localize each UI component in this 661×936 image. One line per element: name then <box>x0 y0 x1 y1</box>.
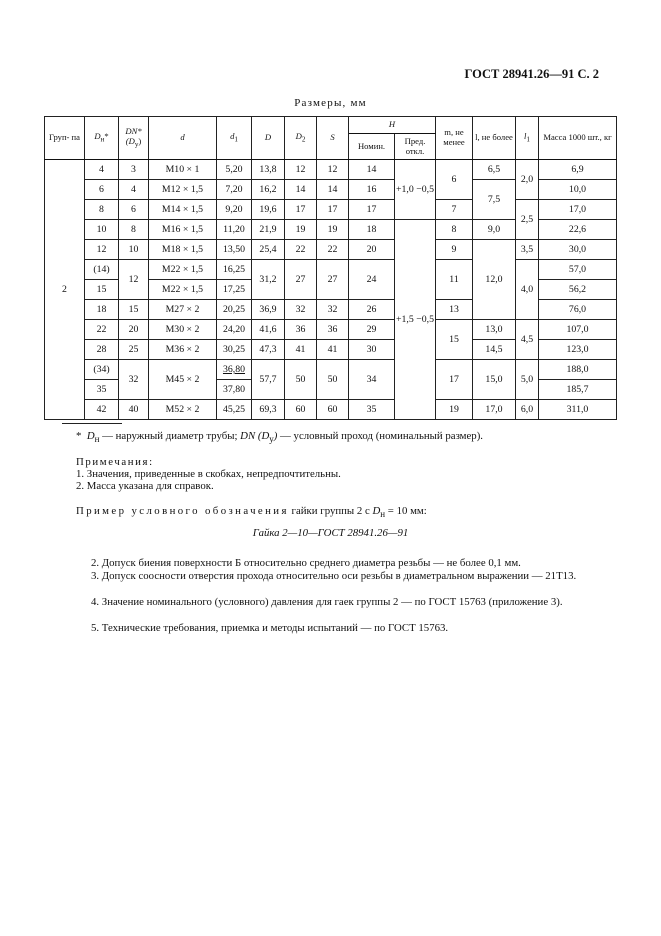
cell-D: 41,6 <box>252 320 285 340</box>
cell-D2: 32 <box>285 300 317 320</box>
cell-l1: 4,5 <box>516 320 539 360</box>
note-item: 1. Значения, приведенные в скобках, непредпочтительны. <box>76 468 341 480</box>
cell-mass: 123,0 <box>539 340 617 360</box>
cell-dn: (34) <box>85 360 119 380</box>
cell-dny: 40 <box>119 400 149 420</box>
cell-D2: 19 <box>285 220 317 240</box>
cell-D2: 60 <box>285 400 317 420</box>
cell-d1: 13,50 <box>217 240 252 260</box>
cell-mass: 30,0 <box>539 240 617 260</box>
cell-d1: 17,25 <box>217 280 252 300</box>
page-header: ГОСТ 28941.26—91 С. 2 <box>464 67 599 81</box>
cell-H: 17 <box>349 200 395 220</box>
cell-mass: 107,0 <box>539 320 617 340</box>
paragraph-4: 4. Значение номинального (условного) давления для гаек группы 2 — по ГОСТ 15763 (приложение 3). <box>91 596 563 608</box>
cell-dny: 32 <box>119 360 149 400</box>
notes-title: Примечания: <box>76 456 154 468</box>
cell-mass: 188,0 <box>539 360 617 380</box>
header-S: S <box>317 117 349 160</box>
paragraph-5: 5. Технические требования, приемка и методы испытаний — по ГОСТ 15763. <box>91 622 449 634</box>
cell-mass: 22,6 <box>539 220 617 240</box>
cell-S: 14 <box>317 180 349 200</box>
cell-d1: 37,80 <box>217 380 252 400</box>
cell-D2: 12 <box>285 160 317 180</box>
cell-d1: 36,80 <box>217 360 252 380</box>
cell-m: 6 <box>436 160 473 200</box>
header-h-dev: Пред. откл. <box>395 134 436 160</box>
table-row <box>45 360 617 380</box>
cell-dn: 35 <box>85 380 119 400</box>
cell-l1: 3,5 <box>516 240 539 260</box>
cell-dn: 6 <box>85 180 119 200</box>
cell-d1: 11,20 <box>217 220 252 240</box>
table-row <box>45 320 617 340</box>
cell-H-dev: +1,5 −0,5 <box>395 220 436 420</box>
cell-S: 36 <box>317 320 349 340</box>
cell-m: 7 <box>436 200 473 220</box>
table-row <box>45 400 617 420</box>
header-mass: Масса 1000 шт., кг <box>539 117 617 160</box>
cell-H: 34 <box>349 360 395 400</box>
cell-D2: 27 <box>285 260 317 300</box>
header-l1: $l_1$ <box>516 117 539 160</box>
cell-dny: 6 <box>119 200 149 220</box>
cell-l: 6,5 <box>473 160 516 180</box>
cell-H: 30 <box>349 340 395 360</box>
cell-H-dev: +1,0 −0,5 <box>395 160 436 220</box>
cell-H: 26 <box>349 300 395 320</box>
header-dn: $D_н*$ <box>85 117 119 160</box>
cell-S: 17 <box>317 200 349 220</box>
cell-dny: 12 <box>119 260 149 300</box>
cell-mass: 6,9 <box>539 160 617 180</box>
cell-d1: 5,20 <box>217 160 252 180</box>
header-d1: $d_1$ <box>217 117 252 160</box>
cell-S: 19 <box>317 220 349 240</box>
cell-D2: 14 <box>285 180 317 200</box>
cell-S: 41 <box>317 340 349 360</box>
designation-formula: Гайка 2—10—ГОСТ 28941.26—91 <box>252 527 409 539</box>
cell-S: 22 <box>317 240 349 260</box>
cell-d: M22 × 1,5 <box>149 260 217 280</box>
cell-H: 18 <box>349 220 395 240</box>
cell-H: 35 <box>349 400 395 420</box>
cell-m: 15 <box>436 320 473 360</box>
cell-d: M45 × 2 <box>149 360 217 400</box>
cell-dn: (14) <box>85 260 119 280</box>
cell-d: M27 × 2 <box>149 300 217 320</box>
header-H: H <box>349 117 436 134</box>
table-row <box>45 240 617 260</box>
cell-D: 69,3 <box>252 400 285 420</box>
cell-d: M12 × 1,5 <box>149 180 217 200</box>
cell-H: 24 <box>349 260 395 300</box>
cell-D2: 22 <box>285 240 317 260</box>
cell-group: 2 <box>45 160 85 420</box>
table-row <box>45 260 617 280</box>
cell-dny: 20 <box>119 320 149 340</box>
cell-H: 16 <box>349 180 395 200</box>
table-row <box>45 160 617 180</box>
cell-l1: 4,0 <box>516 260 539 320</box>
note-item: 2. Масса указана для справок. <box>76 480 214 492</box>
cell-D: 19,6 <box>252 200 285 220</box>
cell-dny: 3 <box>119 160 149 180</box>
cell-l: 12,0 <box>473 240 516 320</box>
cell-dn: 10 <box>85 220 119 240</box>
cell-l: 9,0 <box>473 220 516 240</box>
cell-l: 14,5 <box>473 340 516 360</box>
paragraph-3: 3. Допуск соосности отверстия прохода относительно оси резьбы в диаметральном выражении — 21T13. <box>91 570 577 582</box>
table-caption: Размеры, мм <box>294 97 367 109</box>
table-row <box>45 200 617 220</box>
cell-H: 14 <box>349 160 395 180</box>
cell-D2: 50 <box>285 360 317 400</box>
cell-dn: 18 <box>85 300 119 320</box>
cell-dn: 12 <box>85 240 119 260</box>
cell-dn: 8 <box>85 200 119 220</box>
cell-dny: 15 <box>119 300 149 320</box>
cell-D: 57,7 <box>252 360 285 400</box>
cell-D: 47,3 <box>252 340 285 360</box>
cell-d: M30 × 2 <box>149 320 217 340</box>
cell-d1: 9,20 <box>217 200 252 220</box>
footnote-divider <box>62 423 122 424</box>
header-l: l, не более <box>473 117 516 160</box>
header-D: D <box>252 117 285 160</box>
cell-d: M22 × 1,5 <box>149 280 217 300</box>
cell-d: M36 × 2 <box>149 340 217 360</box>
cell-S: 32 <box>317 300 349 320</box>
cell-dn: 28 <box>85 340 119 360</box>
header-dny: DN* $(D_y)$ <box>119 117 149 160</box>
cell-l1: 5,0 <box>516 360 539 400</box>
cell-mass: 56,2 <box>539 280 617 300</box>
cell-dn: 42 <box>85 400 119 420</box>
cell-mass: 17,0 <box>539 200 617 220</box>
header-group: Груп- па <box>45 117 85 160</box>
cell-d: M14 × 1,5 <box>149 200 217 220</box>
cell-D2: 17 <box>285 200 317 220</box>
cell-S: 27 <box>317 260 349 300</box>
cell-D: 25,4 <box>252 240 285 260</box>
cell-S: 60 <box>317 400 349 420</box>
cell-d: M52 × 2 <box>149 400 217 420</box>
cell-dny: 4 <box>119 180 149 200</box>
header-d: d <box>149 117 217 160</box>
cell-H: 29 <box>349 320 395 340</box>
cell-mass: 185,7 <box>539 380 617 400</box>
cell-l1: 2,0 <box>516 160 539 200</box>
cell-dn: 15 <box>85 280 119 300</box>
cell-D: 36,9 <box>252 300 285 320</box>
cell-H: 20 <box>349 240 395 260</box>
cell-m: 17 <box>436 360 473 400</box>
cell-mass: 76,0 <box>539 300 617 320</box>
header-D2: $D_2$ <box>285 117 317 160</box>
cell-D: 21,9 <box>252 220 285 240</box>
paragraph-2: 2. Допуск биения поверхности Б относительно среднего диаметра резьбы — не более 0,1 мм. <box>91 557 521 569</box>
footnote: * $D_н$ — наружный диаметр трубы; DN $(D_y)$ — условный проход (номинальный размер). <box>76 430 483 445</box>
cell-d: M18 × 1,5 <box>149 240 217 260</box>
cell-d1: 16,25 <box>217 260 252 280</box>
cell-mass: 57,0 <box>539 260 617 280</box>
cell-d: M16 × 1,5 <box>149 220 217 240</box>
cell-m: 11 <box>436 260 473 300</box>
cell-l: 15,0 <box>473 360 516 400</box>
cell-m: 8 <box>436 220 473 240</box>
cell-D2: 41 <box>285 340 317 360</box>
cell-dny: 8 <box>119 220 149 240</box>
cell-d1: 30,25 <box>217 340 252 360</box>
cell-m: 13 <box>436 300 473 320</box>
cell-m: 19 <box>436 400 473 420</box>
cell-mass: 311,0 <box>539 400 617 420</box>
dimensions-table <box>44 116 617 420</box>
cell-D: 13,8 <box>252 160 285 180</box>
cell-S: 50 <box>317 360 349 400</box>
cell-D: 16,2 <box>252 180 285 200</box>
cell-mass: 10,0 <box>539 180 617 200</box>
cell-dn: 22 <box>85 320 119 340</box>
cell-l: 17,0 <box>473 400 516 420</box>
header-h-nom: Номин. <box>349 134 395 160</box>
cell-m: 9 <box>436 240 473 260</box>
cell-dny: 25 <box>119 340 149 360</box>
cell-S: 12 <box>317 160 349 180</box>
cell-D: 31,2 <box>252 260 285 300</box>
cell-l1: 2,5 <box>516 200 539 240</box>
cell-dny: 10 <box>119 240 149 260</box>
cell-d1: 24,20 <box>217 320 252 340</box>
cell-d: M10 × 1 <box>149 160 217 180</box>
header-m: m, не менее <box>436 117 473 160</box>
cell-d1: 20,25 <box>217 300 252 320</box>
cell-l: 13,0 <box>473 320 516 340</box>
cell-D2: 36 <box>285 320 317 340</box>
cell-l1: 6,0 <box>516 400 539 420</box>
cell-d1: 45,25 <box>217 400 252 420</box>
cell-dn: 4 <box>85 160 119 180</box>
cell-d1: 7,20 <box>217 180 252 200</box>
cell-l: 7,5 <box>473 180 516 220</box>
designation-example: Пример условного обозначения гайки группы 2 с $D_н = 10$ мм: <box>76 505 427 520</box>
